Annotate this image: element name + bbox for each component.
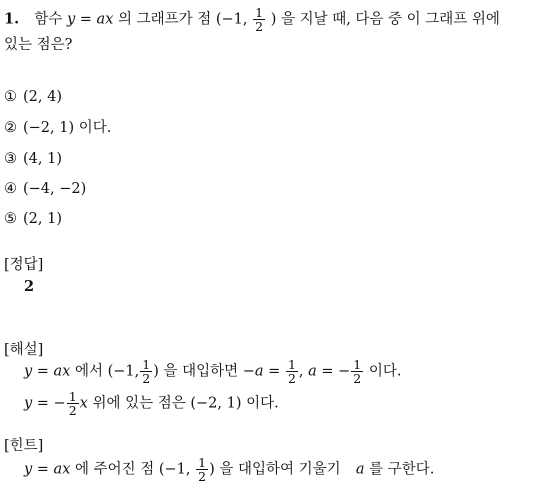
fraction [67,390,79,417]
choice-marker: ① [4,89,17,105]
question-line-2 [4,36,72,54]
choice-2[interactable] [4,119,111,137]
point-close: ) [270,11,277,28]
explanation-text: 을 대입하면 [163,363,239,380]
question-text: 있는 점은? [4,37,73,53]
fraction-denominator: 2 [287,371,296,386]
choice-text: (2, 1) [23,211,62,227]
hint-label: [힌트] [4,438,44,454]
fraction [196,456,208,483]
point-close: ) [209,461,215,478]
variable: a [355,461,365,478]
fraction-denominator: 2 [68,403,77,418]
point-close: ) [153,363,159,380]
hint-text: 에 주어진 점 [75,461,155,478]
fraction-numerator: 1 [142,357,151,372]
question-number: 1. [4,10,20,28]
choice-1[interactable] [4,88,62,106]
question-text: 함수 [34,11,63,28]
choice-text: (−2, 1) 이다. [23,120,112,136]
equation: y = ax [24,461,71,478]
equation: −a = [242,363,281,380]
hint-text: 를 구한다. [369,461,435,478]
hint-line [24,456,434,483]
explanation-label: [해설] [4,342,44,358]
fraction-denominator: 2 [353,371,362,386]
fraction-denominator: 2 [198,469,207,484]
question-text: 을 지날 때, 다음 중 이 그래프 위에 [280,11,500,28]
point-open: (−1, [107,363,140,380]
fraction-denominator: 2 [255,19,264,34]
fraction-numerator: 1 [255,5,264,20]
choice-text: (4, 1) [23,151,62,167]
answer-value: 2 [24,278,35,295]
fraction [351,358,363,385]
explanation-text: 위에 있는 점은 [92,395,186,412]
explanation-text: 이다. [246,395,279,412]
hint-text: 을 대입하여 기울기 [219,461,341,478]
fraction-denominator: 2 [142,371,151,386]
fraction-numerator: 1 [198,455,207,470]
explanation-line-1 [24,358,401,385]
fraction-numerator: 1 [287,357,296,372]
fraction-numerator: 1 [353,357,362,372]
point-open: (−1, [215,11,248,28]
equation: y = ax [66,11,114,28]
fraction [253,6,265,33]
fraction-numerator: 1 [68,389,77,404]
choice-4[interactable] [4,180,86,198]
point: (−2, 1) [190,395,242,412]
question-text: 의 그래프가 점 [117,11,212,28]
question-line-1 [4,6,500,33]
fraction [286,358,298,385]
choice-3[interactable] [4,150,62,168]
choice-text: (2, 4) [23,89,62,105]
equation: y = − [24,395,66,412]
choice-marker: ⑤ [4,211,17,227]
explanation-text: 에서 [75,363,104,380]
choice-marker: ③ [4,151,17,167]
equation: y = ax [24,363,71,380]
answer-label: [정답] [4,257,44,273]
choice-text: (−4, −2) [23,181,87,197]
explanation-line-2 [24,390,279,417]
choice-marker: ② [4,120,17,136]
comma: , [298,363,304,380]
point-open: (−1, [158,461,191,478]
explanation-text: 이다. [368,363,402,380]
equation: x [79,395,88,412]
fraction [140,358,152,385]
choice-marker: ④ [4,181,17,197]
choice-5[interactable] [4,210,62,228]
equation: a = − [308,363,351,380]
